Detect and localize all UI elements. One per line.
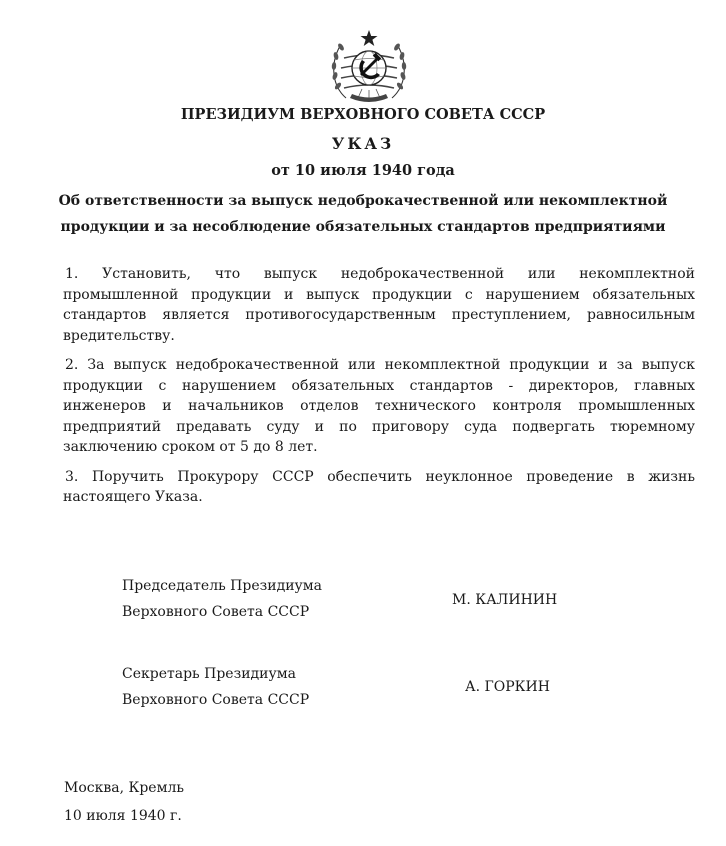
signatory-name-chairman: М. КАЛИНИН [452,592,558,608]
signatory-title-secretary [122,661,309,713]
document-type-heading: УКАЗ [331,134,395,153]
decree-subject-line-1: Об ответственности за выпуск недоброкачественной или некомплектной [58,193,668,209]
decree-paragraph-3: 3. Поручить Прокурору СССР обеспечить неуклонное проведение в жизнь настоящего Указа. [63,468,695,505]
signatory-title-chairman [122,573,322,625]
signatory-title-line: Председатель Президиума [122,578,323,594]
ussr-coat-of-arms-icon [326,28,412,106]
signatory-title-line: Секретарь Президиума [122,666,296,682]
signatory-title-line: Верховного Совета СССР [122,692,310,708]
issue-date: 10 июля 1940 г. [64,808,182,824]
decree-paragraph-1: 1. Установить, что выпуск недоброкачественной или некомплектной промышленной продукции и выпуск продукции с нарушением обязательных стандартов является противогосударственным преступлением, равносильным вредительству. [63,266,695,344]
issuing-body-heading: ПРЕЗИДИУМ ВЕРХОВНОГО СОВЕТА СССР [180,106,546,123]
decree-subject [0,188,726,240]
signatory-title-line: Верховного Совета СССР [122,604,310,620]
decree-subject-line-2: продукции и за несоблюдение обязательных стандартов предприятиями [60,219,666,235]
decree-body [63,264,695,517]
decree-paragraph-2: 2. За выпуск недоброкачественной или некомплектной продукции и за выпуск продукции с нарушением обязательных стандартов - директоров, главных инженеров и начальников отделов технического контроля промышленных предприятий предавать суду и по приговору суда подвергать тюремному заключению сроком от 5 до 8 лет. [63,357,695,455]
signatory-name-secretary: А. ГОРКИН [465,679,550,695]
decree-date: от 10 июля 1940 года [271,162,455,179]
issue-place: Москва, Кремль [64,780,184,796]
